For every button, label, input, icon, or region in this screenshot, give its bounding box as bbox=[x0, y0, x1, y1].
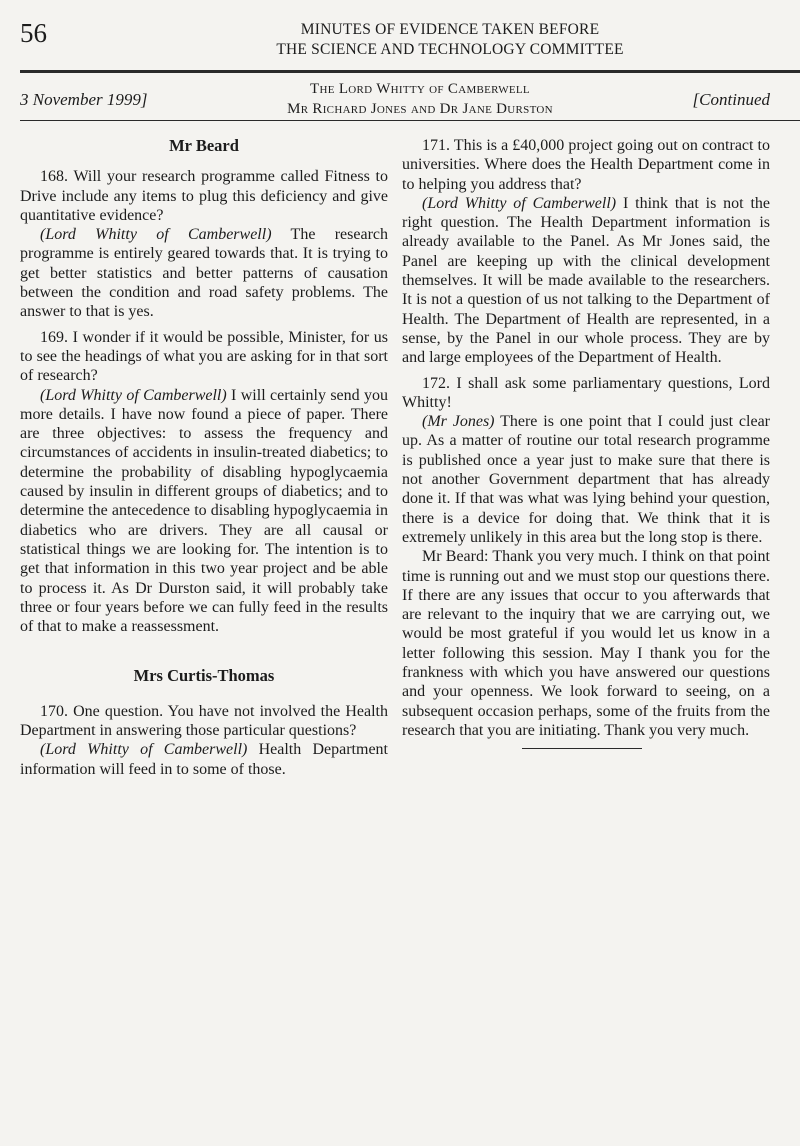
witness-line2: Mr Richard Jones and Dr Jane Durston bbox=[287, 101, 553, 117]
right-column bbox=[402, 136, 770, 749]
question-172: 172. I shall ask some parliamentary questions, Lord Whitty! bbox=[402, 374, 770, 411]
answer-speaker: (Lord Whitty of Camberwell) bbox=[422, 194, 617, 212]
answer-speaker: (Mr Jones) bbox=[422, 413, 495, 431]
end-of-evidence-rule bbox=[522, 748, 642, 749]
witness-names bbox=[250, 79, 590, 119]
answer-172 bbox=[402, 412, 770, 547]
answer-text: I will certainly send you more details. I have now found a piece of paper. There are three objectives: to assess the frequency and circumstances of accidents in insulin-treated diabetics; to determine the probability of disabling hypoglycaemia caused by insulin in different groups of diabetics; and to determine the antecedence to disabling hypoglycaemia in diabetics who are drivers. They are all causal or statistical things we are looking for. The intention is to get that information in this two year project and be able to process it. As Dr Durston said, it will probably take three or four years before we can fully feed in the results of that to make a reassessment. bbox=[20, 386, 389, 636]
header-subrule bbox=[20, 120, 800, 121]
answer-170 bbox=[20, 740, 388, 779]
answer-171 bbox=[402, 194, 770, 368]
header-rule bbox=[20, 70, 800, 73]
continued-label: [Continued bbox=[692, 90, 770, 109]
witness-line1: The Lord Whitty of Camberwell bbox=[310, 81, 530, 97]
answer-text: There is one point that I could just clear up. As a matter of routine our total research programme is published once a year just to make sure that there is not another Government department that has already done it. If that was what was lying behind your question, there is a device for doing that. We think that it is extremely unlikely in this area but the long stop is there. bbox=[402, 413, 771, 546]
page-number: 56 bbox=[20, 18, 47, 48]
answer-text: Health Department information will feed in to some of those. bbox=[20, 741, 388, 778]
header-title-line2: THE SCIENCE AND TECHNOLOGY COMMITTEE bbox=[276, 41, 624, 58]
answer-168 bbox=[20, 225, 388, 321]
answer-text: The research programme is entirely geared towards that. It is trying to get better statistics and better patterns of causation between the condition and road safety problems. The answer to that is yes. bbox=[20, 226, 389, 321]
question-170: 170. One question. You have not involved the Health Department in answering those particular questions? bbox=[20, 702, 388, 740]
answer-text: I think that is not the right question. The Health Department information is already available to the Panel. As Mr Jones said, the Panel are keeping up with the clinical development themselves. It will be made available to the researchers. It is not a question of us not talking to the Department of Health. The Department of Health are represented, in a sense, by the Panel in our whole process. They are by and large employees of the Department of Health. bbox=[402, 194, 771, 367]
session-date: 3 November 1999] bbox=[20, 90, 148, 109]
answer-speaker: (Lord Whitty of Camberwell) bbox=[40, 226, 272, 244]
running-header bbox=[170, 20, 730, 60]
answer-169 bbox=[20, 386, 388, 637]
speaker-heading: Mrs Curtis-Thomas bbox=[133, 666, 275, 686]
closing-remarks: Mr Beard: Thank you very much. I think on that point time is running out and we must stop our questions there. If there are any issues that occur to you afterwards that are relevant to the inquiry that we are carrying out, we would be most grateful if you would let us know in a letter following this session. May I thank you for the frankness with which you have answered our questions and your openness. We look forward to seeing, on a subsequent occasion perhaps, some of the fruits from the research that you are initiating. Thank you very much. bbox=[402, 548, 770, 739]
answer-speaker: (Lord Whitty of Camberwell) bbox=[40, 741, 248, 759]
question-171: 171. This is a £40,000 project going out on contract to universities. Where does the Health Department come in to helping you address that? bbox=[402, 137, 770, 193]
question-168: 168. Will your research programme called Fitness to Drive include any items to plug this deficiency and give quantitative evidence? bbox=[20, 168, 388, 224]
left-column bbox=[20, 136, 388, 779]
header-title-line1: MINUTES OF EVIDENCE TAKEN BEFORE bbox=[300, 21, 600, 38]
answer-speaker: (Lord Whitty of Camberwell) bbox=[40, 386, 227, 404]
question-169: 169. I wonder if it would be possible, Minister, for us to see the headings of what you are asking for in that sort of research? bbox=[20, 328, 388, 385]
speaker-heading: Mr Beard bbox=[169, 136, 239, 155]
